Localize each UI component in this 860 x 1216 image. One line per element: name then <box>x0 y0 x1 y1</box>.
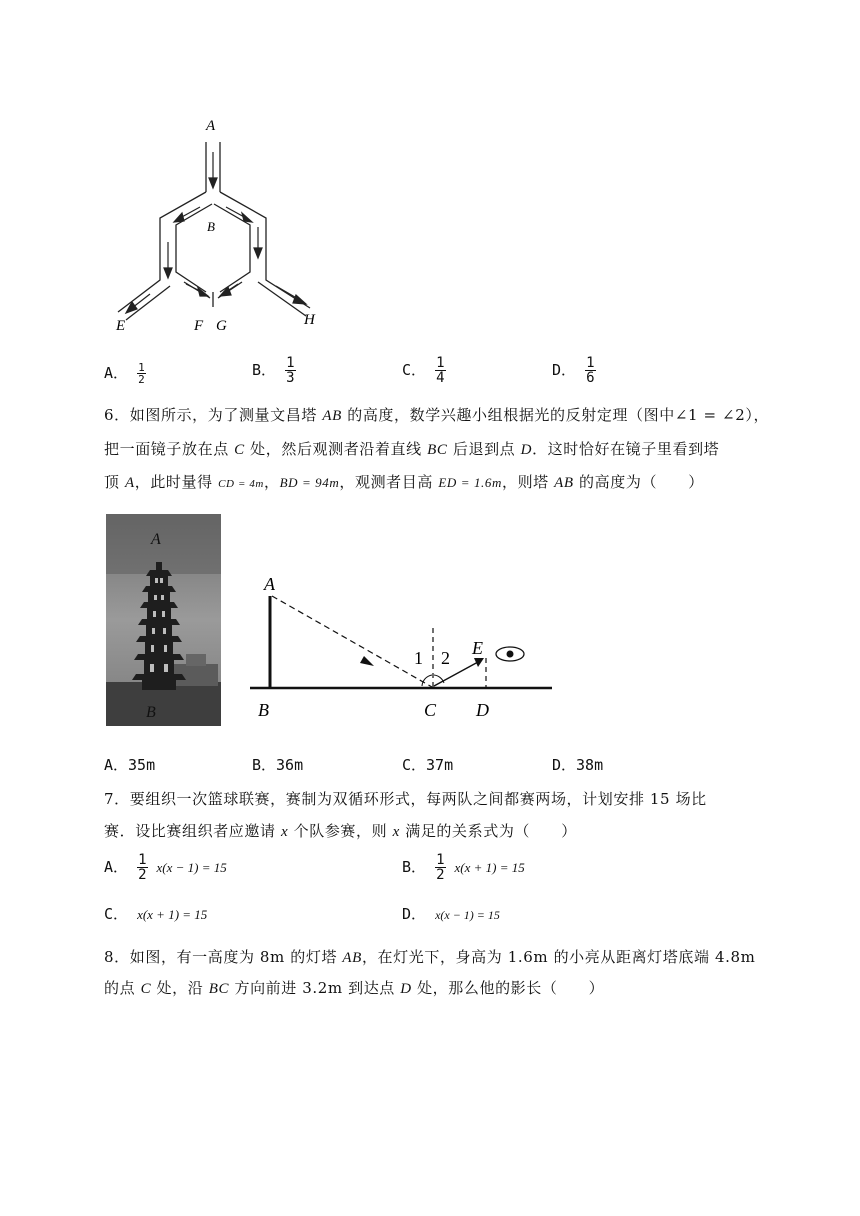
q5-c-fraction: $\frac{1}{4}$ <box>436 355 445 386</box>
label-a: A <box>206 118 216 134</box>
q8-line-2: 的点 C 处，沿 BC 方向前进 3.2m 到达点 D 处，那么他的影长（ ） <box>104 979 605 997</box>
q7-line-2: 赛．设比赛组织者应邀请 x 个队参赛，则 x 满足的关系式为（ ） <box>104 822 577 840</box>
angle-label-1: 1 <box>414 648 423 668</box>
q5-d-fraction: $\frac{1}{6}$ <box>586 355 595 386</box>
label-b: B <box>207 219 215 234</box>
label-h: H <box>304 312 315 328</box>
q6-line-3: 顶 A，此时量得 CD = 4m，BD = 94m，观测者目高 ED = 1.6m，则塔 AB 的高度为（ ） <box>104 473 704 491</box>
q6-option-c[interactable]: C．37m <box>402 756 454 774</box>
label-g: G <box>216 318 227 334</box>
q7-option-c[interactable]: C． x(x + 1) = 15 <box>104 905 208 923</box>
diagram-label-b: B <box>258 700 269 720</box>
diagram-label-d: D <box>476 700 489 720</box>
q5-option-c[interactable]: C． $\frac{1}{4}$ <box>402 355 445 386</box>
road-network-figure <box>110 112 340 342</box>
q8-line-1: 8．如图，有一高度为 8m 的灯塔 AB，在灯光下，身高为 1.6m 的小亮从距离灯塔底端 4.8m <box>104 948 756 966</box>
q7-line-1: 7．要组织一次篮球联赛，赛制为双循环形式，每两队之间都赛两场，计划安排 15 场比 <box>104 790 707 808</box>
q7-option-a[interactable]: A． $\frac{1}{2}$ x(x − 1) = 15 <box>104 852 227 883</box>
q7-a-fraction: $\frac{1}{2}$ <box>138 852 147 883</box>
q6-line-1: 6．如图所示，为了测量文昌塔 AB 的高度，数学兴趣小组根据光的反射定理（图中∠1 = ∠2）， <box>104 406 770 424</box>
q5-b-fraction: $\frac{1}{3}$ <box>286 355 295 386</box>
diagram-label-c: C <box>424 700 437 720</box>
q6-line-2: 把一面镜子放在点 C 处，然后观测者沿着直线 BC 后退到点 D．这时恰好在镜子里看到塔 <box>104 440 720 458</box>
diagram-label-a: A <box>264 574 275 594</box>
reflection-diagram <box>246 570 566 725</box>
pagoda-photo <box>106 514 221 726</box>
q6-option-d[interactable]: D．38m <box>552 756 604 774</box>
q5-option-b[interactable]: B． $\frac{1}{3}$ <box>252 355 295 386</box>
q5-option-a[interactable]: A． $\frac{1}{2}$ <box>104 361 145 386</box>
diagram-label-e: E <box>472 638 483 658</box>
q6-option-b[interactable]: B．36m <box>252 756 304 774</box>
photo-label-a: A <box>151 531 161 548</box>
angle-label-2: 2 <box>441 648 450 668</box>
photo-label-b: B <box>146 704 156 721</box>
q7-b-fraction: $\frac{1}{2}$ <box>436 852 445 883</box>
q6-option-a[interactable]: A．35m <box>104 756 156 774</box>
label-e: E <box>116 318 126 334</box>
label-f: F <box>194 318 204 334</box>
q7-option-b[interactable]: B． $\frac{1}{2}$ x(x + 1) = 15 <box>402 852 525 883</box>
q5-option-d[interactable]: D． $\frac{1}{6}$ <box>552 355 595 386</box>
q5-a-fraction: $\frac{1}{2}$ <box>138 361 145 386</box>
q7-option-d[interactable]: D． x(x − 1) = 15 <box>402 905 500 923</box>
